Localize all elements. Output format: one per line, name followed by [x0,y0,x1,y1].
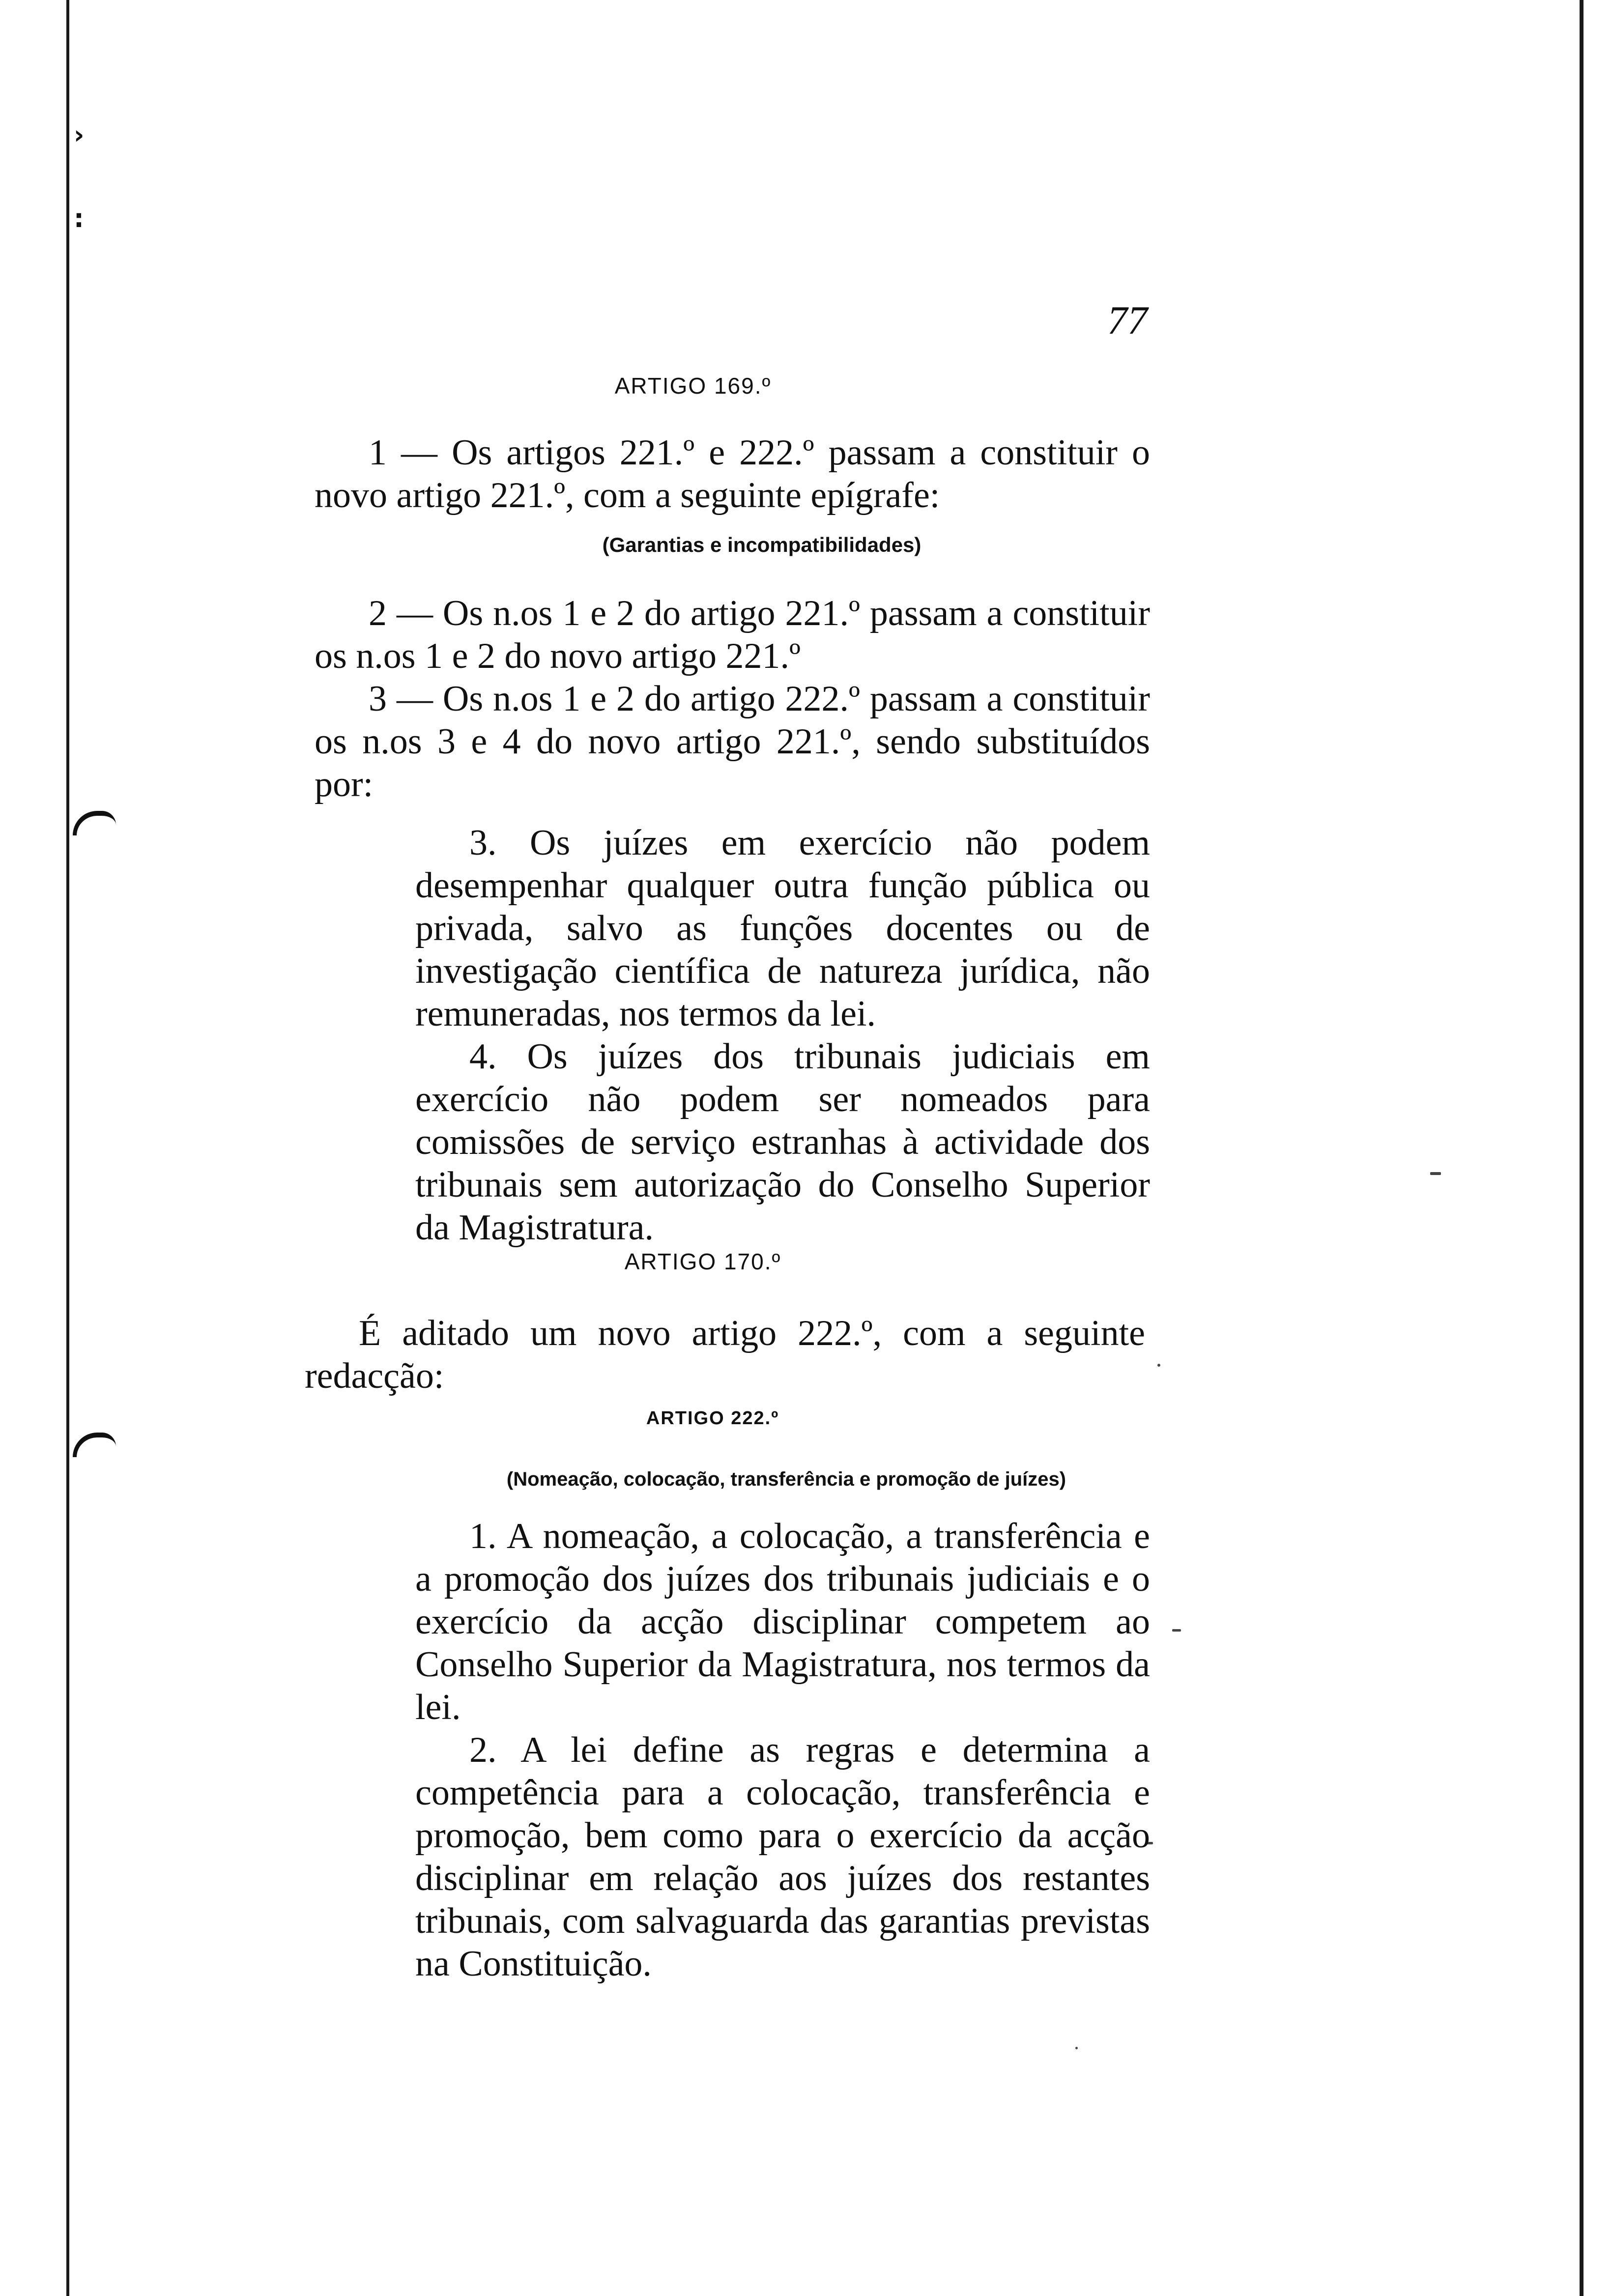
margin-mark-colon: : [74,204,84,233]
article-169-heading: ARTIGO 169.º [614,373,772,399]
speck [1075,2047,1078,2049]
quoted-item-3: 3. Os juízes em exercício não podem desempenhar qualquer outra função pública ou privada, salvo as funções docentes ou de investigação científica de natureza jurídica, não remuneradas, nos termos da lei. [415,823,1150,1034]
article-169-epigraph: (Garantias e incompatibilidades) [602,533,921,556]
article-169-paragraph-1 [315,431,1150,517]
new-article-222-epigraph: (Nomeação, colocação, transferência e promoção de juízes) [506,1468,1066,1490]
article-169-quoted-text [415,822,1150,1249]
new-article-item-1: 1. A nomeação, a colocação, a transferência e a promoção dos juízes dos tribunais judiciais e o exercício da acção disciplinar competem ao Conselho Superior da Magistratura, nos termos da lei. [415,1516,1150,1727]
new-article-222-heading: ARTIGO 222.º [646,1408,779,1429]
punch-hole-mark-lower [73,1433,116,1457]
new-article-item-2: 2. A lei define as regras e determina a competência para a colocação, transferência e promoção, bem como para o exercício da acção disciplinar em relação aos juízes dos restantes tribunais, com salvaguarda das garantias previstas na Constituição. [415,1730,1150,1984]
speck [1157,1364,1160,1367]
paragraph-2-text: 2 — Os n.os 1 e 2 do artigo 221.º passam a constituir os n.os 1 e 2 do novo artigo 221.º [315,593,1150,676]
article-170-heading: ARTIGO 170.º [624,1249,781,1274]
margin-mark-arrow: › [74,120,85,150]
scan-border-right [1580,0,1583,2296]
paragraph-3-text: 3 — Os n.os 1 e 2 do artigo 222.º passam a constituir os n.os 3 e 4 do novo artigo 221.º, sendo substituídos por: [315,679,1150,804]
new-article-222-text [415,1515,1150,1985]
page-number: 77 [1107,298,1148,343]
quoted-item-4: 4. Os juízes dos tribunais judiciais em exercício não podem ser nomeados para comissões de serviço estranhas à actividade dos tribunais sem autorização do Conselho Superior da Magistratura. [415,1036,1150,1248]
punch-hole-mark-upper [73,811,116,835]
paragraph-text: É aditado um novo artigo 222.º, com a seguinte redacção: [305,1313,1145,1396]
paragraph-text: 1 — Os artigos 221.º e 222.º passam a constituir o novo artigo 221.º, com a seguinte epígrafe: [315,432,1150,516]
scan-border-left [66,0,69,2296]
speck [1172,1629,1181,1632]
article-169-paragraphs-2-3 [315,592,1150,806]
article-170-paragraph [305,1312,1145,1398]
speck [1430,1172,1441,1175]
